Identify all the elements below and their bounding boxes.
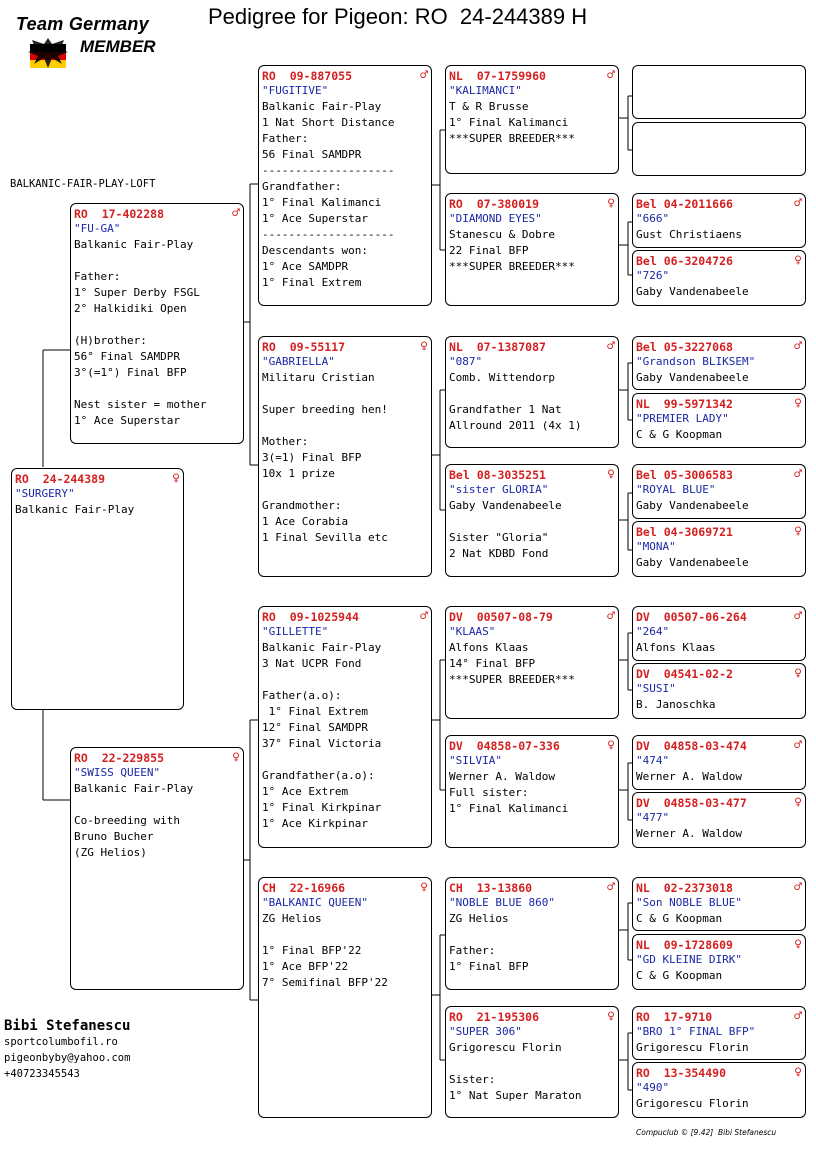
female-symbol-icon: ♀ <box>607 466 615 482</box>
ring-number: RO 21-195306 <box>449 1009 540 1024</box>
pigeon-info-line: Grandmother: <box>262 499 342 512</box>
pigeon-info-line: 1° Super Derby FSGL <box>74 286 200 299</box>
pigeon-info-line <box>74 797 240 813</box>
card-header <box>636 339 802 354</box>
pigeon-name: "264" <box>636 625 670 638</box>
pigeon-info-line: Gaby Vandenabeele <box>636 285 749 298</box>
pigeon-info-line: Allround 2011 (4x 1) <box>449 419 582 432</box>
ring-number: DV 04858-03-477 <box>636 795 747 810</box>
pigeon-card-dsdd[interactable] <box>632 792 806 848</box>
ring-number: DV 04858-07-336 <box>449 738 560 753</box>
pigeon-info-line: 1° Ace BFP'22 <box>262 960 349 973</box>
card-header <box>449 467 615 482</box>
pigeon-info-line: 12° Final SAMDPR <box>262 721 368 734</box>
pigeon-name: "726" <box>636 269 670 282</box>
pigeon-info-line: (ZG Helios) <box>74 846 147 859</box>
card-header <box>262 609 428 624</box>
pigeon-name: "KLAAS" <box>449 625 496 638</box>
pigeon-name: "FU-GA" <box>74 222 121 235</box>
card-header <box>636 1009 802 1024</box>
pigeon-info-line: -------------------- <box>262 228 395 241</box>
card-header <box>636 880 802 895</box>
pigeon-card-ddd[interactable] <box>445 1006 619 1118</box>
team-germany-member-logo <box>8 14 178 72</box>
pigeon-name: "087" <box>449 355 483 368</box>
pigeon-info-line: 2 Nat KDBD Fond <box>449 547 549 560</box>
pigeon-name: "SILVIA" <box>449 754 502 767</box>
card-header <box>636 524 802 539</box>
pigeon-info-line: 3 Nat UCPR Fond <box>262 657 362 670</box>
pigeon-info-line: C & G Koopman <box>636 912 723 925</box>
pigeon-card-ssds[interactable] <box>632 193 806 248</box>
pigeon-info-line: 1° Final Kalimanci <box>262 196 382 209</box>
card-header <box>449 738 615 753</box>
pigeon-info-line: Comb. Wittendorp <box>449 371 555 384</box>
male-symbol-icon: ♂ <box>794 195 802 211</box>
ring-number: RO 09-1025944 <box>262 609 359 624</box>
pigeon-card-sdss[interactable] <box>632 336 806 390</box>
pigeon-card-ds[interactable] <box>258 606 432 848</box>
male-symbol-icon: ♂ <box>794 466 802 482</box>
pigeon-info-line: Co-breeding with <box>74 814 180 827</box>
pigeon-card-dsd[interactable] <box>445 735 619 848</box>
pigeon-info-line <box>74 317 240 333</box>
pigeon-card-ssd[interactable] <box>445 193 619 306</box>
card-header <box>15 471 180 486</box>
pigeon-info-line: 3(=1) Final BFP <box>262 451 362 464</box>
card-header <box>262 339 428 354</box>
pigeon-info-line <box>262 927 428 943</box>
card-header <box>449 1009 615 1024</box>
pigeon-card-dddd[interactable] <box>632 1062 806 1118</box>
male-symbol-icon: ♂ <box>420 608 428 624</box>
pigeon-info-line: ***SUPER BREEDER*** <box>449 132 575 145</box>
pigeon-info-line: Mother: <box>262 435 309 448</box>
pigeon-info-line <box>74 253 240 269</box>
ring-number: RO 09-887055 <box>262 68 353 83</box>
author-email[interactable]: pigeonbyby@yahoo.com <box>4 1052 131 1064</box>
ring-number: RO 13-354490 <box>636 1065 727 1080</box>
card-header <box>636 666 802 681</box>
pigeon-info-line: Grigorescu Florin <box>636 1097 749 1110</box>
pigeon-card-ddss[interactable] <box>632 877 806 931</box>
male-symbol-icon: ♂ <box>794 338 802 354</box>
pigeon-name: "BRO 1° FINAL BFP" <box>636 1025 756 1038</box>
pigeon-info-line: 14° Final BFP <box>449 657 536 670</box>
ring-number: Bel 04-3069721 <box>636 524 733 539</box>
ring-number: DV 00507-08-79 <box>449 609 553 624</box>
ring-number: Bel 05-3227068 <box>636 339 733 354</box>
pigeon-card-ssdd[interactable] <box>632 250 806 306</box>
pigeon-name: "DIAMOND EYES" <box>449 212 542 225</box>
card-header <box>636 467 802 482</box>
ring-number: CH 22-16966 <box>262 880 346 895</box>
pigeon-name: "Grandson BLIKSEM" <box>636 355 756 368</box>
pigeon-card-ss[interactable] <box>258 65 432 306</box>
pigeon-card-sdsd[interactable] <box>632 393 806 448</box>
pigeon-info-line: 1° Ace Superstar <box>74 414 180 427</box>
male-symbol-icon: ♂ <box>794 879 802 895</box>
pigeon-info-line: Grandfather: <box>262 180 342 193</box>
male-symbol-icon: ♂ <box>794 737 802 753</box>
pigeon-info-line <box>449 386 615 402</box>
pigeon-name: "ROYAL BLUE" <box>636 483 716 496</box>
pigeon-name: "MONA" <box>636 540 676 553</box>
ring-number: DV 04541-02-2 <box>636 666 733 681</box>
ring-number: DV 00507-06-264 <box>636 609 747 624</box>
pigeon-card-dssd[interactable] <box>632 663 806 719</box>
female-symbol-icon: ♀ <box>232 749 240 765</box>
pigeon-info-line <box>262 752 428 768</box>
female-symbol-icon: ♀ <box>607 1008 615 1024</box>
pigeon-info-line: Gaby Vandenabeele <box>636 499 749 512</box>
pigeon-info-line: Grigorescu Florin <box>636 1041 749 1054</box>
pigeon-info-line <box>74 381 240 397</box>
pigeon-info-line <box>449 927 615 943</box>
ring-number: Bel 06-3204726 <box>636 253 733 268</box>
pigeon-info-line: Militaru Cristian <box>262 371 375 384</box>
pigeon-info-line: Gust Christiaens <box>636 228 742 241</box>
ring-number: Bel 08-3035251 <box>449 467 546 482</box>
male-symbol-icon: ♂ <box>232 205 240 221</box>
pigeon-info-line: 1° Final Extrem <box>262 705 368 718</box>
ring-number: NL 09-1728609 <box>636 937 733 952</box>
pigeon-info-line: Full sister: <box>449 786 529 799</box>
female-symbol-icon: ♀ <box>794 395 802 411</box>
pigeon-info-line: Father: <box>74 270 121 283</box>
card-header <box>636 609 802 624</box>
pigeon-info-line: 1° Nat Super Maraton <box>449 1089 582 1102</box>
pigeon-info-line: B. Janoschka <box>636 698 716 711</box>
pigeon-card-dss[interactable] <box>445 606 619 719</box>
pigeon-name: "477" <box>636 811 670 824</box>
pigeon-info-line: 1° Ace SAMDPR <box>262 260 349 273</box>
female-symbol-icon: ♀ <box>607 195 615 211</box>
pigeon-info-line: Father: <box>262 132 309 145</box>
pigeon-info-line: Balkanic Fair-Play <box>15 503 135 516</box>
ring-number: RO 07-380019 <box>449 196 540 211</box>
pigeon-info-line <box>262 672 428 688</box>
pigeon-info-line: 1° Final Extrem <box>262 276 362 289</box>
female-symbol-icon: ♀ <box>420 338 428 354</box>
pigeon-info-line: (H)brother: <box>74 334 147 347</box>
pigeon-info-line: 1° Final BFP'22 <box>262 944 362 957</box>
card-header <box>262 880 428 895</box>
pigeon-info-line: Grandfather 1 Nat <box>449 403 562 416</box>
pigeon-info-line: Balkanic Fair-Play <box>74 782 194 795</box>
pigeon-info-line: 10x 1 prize <box>262 467 335 480</box>
ring-number: NL 02-2373018 <box>636 880 733 895</box>
pigeon-info-line <box>262 386 428 402</box>
pigeon-info-line: Father(a.o): <box>262 689 342 702</box>
pigeon-info-line: ZG Helios <box>449 912 509 925</box>
pigeon-name: "666" <box>636 212 670 225</box>
male-symbol-icon: ♂ <box>794 1008 802 1024</box>
pigeon-name: "BALKANIC QUEEN" <box>262 896 368 909</box>
pigeon-info-line <box>262 418 428 434</box>
pigeon-info-line: 1 Ace Corabia <box>262 515 349 528</box>
pigeon-info-line: Werner A. Waldow <box>449 770 555 783</box>
pigeon-info-line: ZG Helios <box>262 912 322 925</box>
card-header <box>449 609 615 624</box>
pigeon-card-dsds[interactable] <box>632 735 806 790</box>
pigeon-card-sds[interactable] <box>445 336 619 448</box>
pigeon-card-sdd[interactable] <box>445 464 619 577</box>
pigeon-info-line: Gaby Vandenabeele <box>636 556 749 569</box>
card-header <box>449 880 615 895</box>
pigeon-name: "SUSI" <box>636 682 676 695</box>
pigeon-info-line: 1° Final Kalimanci <box>449 116 569 129</box>
pigeon-name: "474" <box>636 754 670 767</box>
card-header <box>449 339 615 354</box>
ring-number: NL 99-5971342 <box>636 396 733 411</box>
pigeon-name: "SUPER 306" <box>449 1025 522 1038</box>
pigeon-info-line: Stanescu & Dobre <box>449 228 555 241</box>
pigeon-info-line: Alfons Klaas <box>636 641 716 654</box>
female-symbol-icon: ♀ <box>172 470 180 486</box>
pigeon-info-line: Bruno Bucher <box>74 830 154 843</box>
pigeon-info-line: 1° Ace Superstar <box>262 212 368 225</box>
pigeon-name: "Son NOBLE BLUE" <box>636 896 742 909</box>
author-website[interactable]: sportcolumbofil.ro <box>4 1036 118 1048</box>
pigeon-info-line: Gaby Vandenabeele <box>449 499 562 512</box>
pigeon-name: "GABRIELLA" <box>262 355 335 368</box>
female-symbol-icon: ♀ <box>607 737 615 753</box>
pigeon-info-line <box>449 514 615 530</box>
pigeon-info-line: Alfons Klaas <box>449 641 529 654</box>
card-header <box>636 396 802 411</box>
card-header <box>449 196 615 211</box>
pigeon-info-line: Grandfather(a.o): <box>262 769 375 782</box>
female-symbol-icon: ♀ <box>794 523 802 539</box>
pigeon-info-line: Descendants won: <box>262 244 368 257</box>
pigeon-name: "SWISS QUEEN" <box>74 766 161 779</box>
pigeon-info-line: 1° Final Kalimanci <box>449 802 569 815</box>
pigeon-info-line: 56° Final SAMDPR <box>74 350 180 363</box>
card-header <box>74 206 240 221</box>
female-symbol-icon: ♀ <box>794 1064 802 1080</box>
pigeon-name: "490" <box>636 1081 670 1094</box>
pigeon-info-line: Gaby Vandenabeele <box>636 371 749 384</box>
card-header <box>74 750 240 765</box>
pigeon-info-line: 3°(=1°) Final BFP <box>74 366 187 379</box>
pigeon-name: "PREMIER LADY" <box>636 412 729 425</box>
ring-number: CH 13-13860 <box>449 880 533 895</box>
card-header <box>636 196 802 211</box>
male-symbol-icon: ♂ <box>607 879 615 895</box>
pigeon-name: "FUGITIVE" <box>262 84 329 97</box>
pigeon-info-line: 7° Semifinal BFP'22 <box>262 976 388 989</box>
pigeon-info-line: 1° Ace Extrem <box>262 785 349 798</box>
pigeon-info-line: C & G Koopman <box>636 428 723 441</box>
pigeon-info-line: Nest sister = mother <box>74 398 207 411</box>
pigeon-info-line: C & G Koopman <box>636 969 723 982</box>
ring-number: RO 09-55117 <box>262 339 346 354</box>
pigeon-card-dds[interactable] <box>445 877 619 990</box>
pigeon-card-ddsd[interactable] <box>632 934 806 990</box>
pigeon-info-line: Werner A. Waldow <box>636 770 742 783</box>
pigeon-name: "KALIMANCI" <box>449 84 522 97</box>
male-symbol-icon: ♂ <box>420 67 428 83</box>
card-header <box>449 68 615 83</box>
pigeon-info-line: 1 Final Sevilla etc <box>262 531 388 544</box>
pigeon-info-line: Super breeding hen! <box>262 403 388 416</box>
pigeon-name: "sister GLORIA" <box>449 483 549 496</box>
ring-number: RO 17-9710 <box>636 1009 713 1024</box>
pigeon-info-line: 56 Final SAMDPR <box>262 148 362 161</box>
pigeon-name: "GILLETTE" <box>262 625 329 638</box>
male-symbol-icon: ♂ <box>607 338 615 354</box>
male-symbol-icon: ♂ <box>794 608 802 624</box>
software-credit: Compuclub © [9.42] Bibi Stefanescu <box>636 1128 777 1137</box>
female-symbol-icon: ♀ <box>420 879 428 895</box>
pigeon-info-line: Balkanic Fair-Play <box>74 238 194 251</box>
page-title: Pedigree for Pigeon: RO 24-244389 H <box>208 4 588 29</box>
pigeon-info-line: 1 Nat Short Distance <box>262 116 395 129</box>
pigeon-info-line: 2° Halkidiki Open <box>74 302 187 315</box>
female-symbol-icon: ♀ <box>794 665 802 681</box>
pigeon-card-sdds[interactable] <box>632 464 806 519</box>
pigeon-card-sddd[interactable] <box>632 521 806 577</box>
pigeon-info-line: Werner A. Waldow <box>636 827 742 840</box>
pigeon-card-ddds[interactable] <box>632 1006 806 1060</box>
pigeon-card-sire[interactable] <box>70 203 244 444</box>
pigeon-info-line: 1° Ace Kirkpinar <box>262 817 368 830</box>
female-symbol-icon: ♀ <box>794 794 802 810</box>
pigeon-name: "NOBLE BLUE 860" <box>449 896 555 909</box>
author-block <box>4 1018 130 1082</box>
pigeon-info-line: 1° Final BFP <box>449 960 529 973</box>
german-eagle-icon <box>24 34 72 70</box>
pigeon-info-line: Balkanic Fair-Play <box>262 100 382 113</box>
logo-team-text: Team Germany <box>16 14 149 34</box>
pigeon-info-line: Balkanic Fair-Play <box>262 641 382 654</box>
ring-number: RO 17-402288 <box>74 206 165 221</box>
pigeon-info-line: -------------------- <box>262 164 395 177</box>
ring-number: NL 07-1759960 <box>449 68 546 83</box>
ring-number: Bel 04-2011666 <box>636 196 733 211</box>
male-symbol-icon: ♂ <box>607 67 615 83</box>
pigeon-info-line <box>262 482 428 498</box>
pigeon-card-sss[interactable] <box>445 65 619 174</box>
female-symbol-icon: ♀ <box>794 936 802 952</box>
pigeon-info-line: ***SUPER BREEDER*** <box>449 260 575 273</box>
ring-number: RO 24-244389 <box>15 471 106 486</box>
pigeon-card-dd[interactable] <box>258 877 432 1118</box>
card-header <box>636 738 802 753</box>
pigeon-info-line: 22 Final BFP <box>449 244 529 257</box>
card-header <box>636 795 802 810</box>
pigeon-card-dam[interactable] <box>70 747 244 990</box>
ring-number: DV 04858-03-474 <box>636 738 747 753</box>
pigeon-card-subject[interactable] <box>11 468 184 710</box>
pigeon-info-line: 37° Final Victoria <box>262 737 382 750</box>
pigeon-info-line: T & R Brusse <box>449 100 529 113</box>
pigeon-card-sssd[interactable] <box>632 122 806 176</box>
male-symbol-icon: ♂ <box>607 608 615 624</box>
card-header <box>262 68 428 83</box>
pigeon-name: "GD KLEINE DIRK" <box>636 953 742 966</box>
pigeon-info-line: 1° Final Kirkpinar <box>262 801 382 814</box>
pigeon-card-ssss[interactable] <box>632 65 806 119</box>
ring-number: RO 22-229855 <box>74 750 165 765</box>
logo-member-text: MEMBER <box>80 37 156 56</box>
pigeon-info-line <box>449 1056 615 1072</box>
ring-number: NL 07-1387087 <box>449 339 546 354</box>
author-name: Bibi Stefanescu <box>4 1018 131 1034</box>
pigeon-card-dsss[interactable] <box>632 606 806 661</box>
card-header <box>636 1065 802 1080</box>
pigeon-info-line: Father: <box>449 944 496 957</box>
pigeon-info-line: Sister "Gloria" <box>449 531 549 544</box>
loft-name: BALKANIC-FAIR-PLAY-LOFT <box>10 178 156 190</box>
card-header <box>636 253 802 268</box>
ring-number: Bel 05-3006583 <box>636 467 733 482</box>
pigeon-info-line: ***SUPER BREEDER*** <box>449 673 575 686</box>
pigeon-card-sd[interactable] <box>258 336 432 577</box>
female-symbol-icon: ♀ <box>794 252 802 268</box>
author-phone: +40723345543 <box>4 1068 80 1080</box>
card-header <box>636 937 802 952</box>
pigeon-name: "SURGERY" <box>15 487 75 500</box>
pigeon-info-line: Sister: <box>449 1073 496 1086</box>
pigeon-info-line: Grigorescu Florin <box>449 1041 562 1054</box>
